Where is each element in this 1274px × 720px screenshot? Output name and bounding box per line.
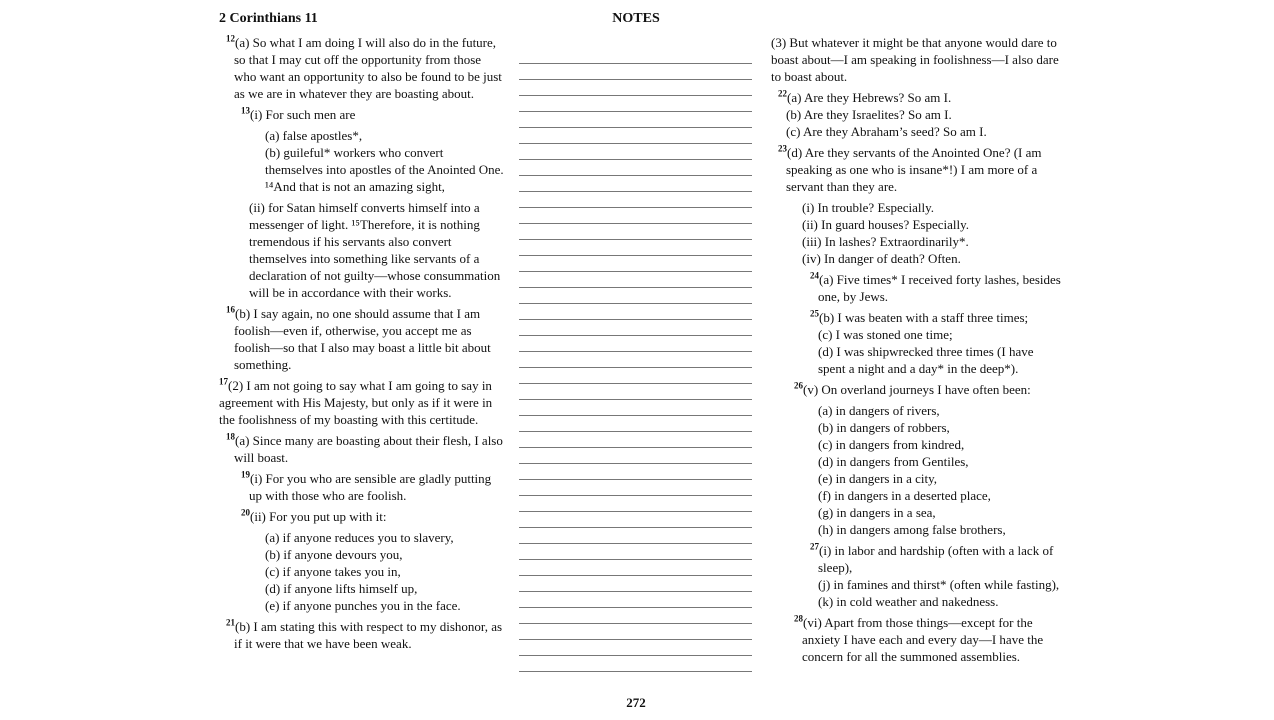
note-line[interactable]	[519, 80, 752, 96]
list-item: (h) in dangers among false brothers,	[818, 522, 1006, 537]
page-number: 272	[626, 695, 646, 710]
note-line[interactable]	[519, 224, 752, 240]
note-line[interactable]	[519, 576, 752, 592]
list-item: (a) if anyone reduces you to slavery,	[265, 530, 454, 545]
note-line[interactable]	[519, 272, 752, 288]
note-line[interactable]	[519, 240, 752, 256]
note-line[interactable]	[519, 384, 752, 400]
note-line[interactable]	[519, 624, 752, 640]
list-item: (e) in dangers in a city,	[818, 471, 937, 486]
verse-24: $^{24}$(a) Five times* I received forty lashes, besides one, by Jews.	[810, 270, 1061, 304]
verse-13: $^{13}$(i) For such men are	[241, 105, 356, 122]
note-line[interactable]	[519, 560, 752, 576]
scripture-text-right-column	[771, 34, 1061, 669]
note-line[interactable]	[519, 432, 752, 448]
note-line[interactable]	[519, 608, 752, 624]
list-item: (d) if anyone lifts himself up,	[265, 581, 418, 596]
note-line[interactable]	[519, 96, 752, 112]
note-line[interactable]	[519, 336, 752, 352]
verse-23: $^{23}$(d) Are they servants of the Anointed One? (I am speaking as one who is insane*!) I am more of a servant than they are.	[778, 143, 1042, 194]
note-line[interactable]	[519, 656, 752, 672]
note-line[interactable]	[519, 368, 752, 384]
list-item: (i) In trouble? Especially.	[802, 200, 934, 215]
verse-26: $^{26}$(v) On overland journeys I have often been:	[794, 380, 1031, 397]
notes-ruled-lines	[519, 48, 752, 672]
scripture-text-left-column	[219, 34, 504, 656]
list-item: (iii) In lashes? Extraordinarily*.	[802, 234, 969, 249]
verse-14-15: (ii) for Satan himself converts himself into a messenger of light. ¹⁵Therefore, it is nothing tremendous if his servants also convert themselves into something like servants of a declaration of not guilty—whose consummation will be in accordance with their works.	[249, 200, 501, 300]
verse-20: $^{20}$(ii) For you put up with it:	[241, 507, 387, 524]
note-line[interactable]	[519, 176, 752, 192]
list-item: (ii) In guard houses? Especially.	[802, 217, 970, 232]
list-item: (a) false apostles*,	[265, 128, 363, 143]
note-line[interactable]	[519, 512, 752, 528]
note-line[interactable]	[519, 416, 752, 432]
list-item: (f) in dangers in a deserted place,	[818, 488, 991, 503]
note-line[interactable]	[519, 112, 752, 128]
list-item: (iv) In danger of death? Often.	[802, 251, 961, 266]
list-item: (b) in dangers of robbers,	[818, 420, 950, 435]
list-item: (k) in cold weather and nakedness.	[818, 594, 999, 609]
list-item: (b) Are they Israelites? So am I.	[786, 107, 952, 122]
verse-16: $^{16}$(b) I say again, no one should assume that I am foolish—even if, otherwise, you accept me as foolish—so that I also may boast a little bit about something.	[226, 304, 491, 372]
note-line[interactable]	[519, 480, 752, 496]
list-item: (b) if anyone devours you,	[265, 547, 403, 562]
list-item: (a) in dangers of rivers,	[818, 403, 940, 418]
note-line[interactable]	[519, 640, 752, 656]
verse-17: $^{17}$(2) I am not going to say what I am going to say in agreement with His Majesty, but only as if it were in the foolishness of my boasting with this certitude.	[219, 376, 493, 427]
verse-12: $^{12}$(a) So what I am doing I will also do in the future, so that I may cut off the opportunity from those who want an opportunity to also be found to be just as we are in whatever they are boasting about.	[226, 33, 502, 101]
verse-21-continued: (3) But whatever it might be that anyone would dare to boast about—I am speaking in foolishness—I also dare to boast about.	[771, 35, 1059, 84]
note-line[interactable]	[519, 544, 752, 560]
book-chapter-title: 2 Corinthians 11	[219, 11, 318, 26]
list-item: (c) I was stoned one time;	[818, 327, 953, 342]
list-item: (c) Are they Abraham’s seed? So am I.	[786, 124, 987, 139]
note-line[interactable]	[519, 592, 752, 608]
list-item: (c) if anyone takes you in,	[265, 564, 401, 579]
note-line[interactable]	[519, 448, 752, 464]
note-line[interactable]	[519, 192, 752, 208]
note-line[interactable]	[519, 496, 752, 512]
note-line[interactable]	[519, 352, 752, 368]
note-line[interactable]	[519, 320, 752, 336]
list-item: (d) in dangers from Gentiles,	[818, 454, 969, 469]
verse-19: $^{19}$(i) For you who are sensible are gladly putting up with those who are foolish.	[241, 469, 492, 503]
note-line[interactable]	[519, 48, 752, 64]
verse-18: $^{18}$(a) Since many are boasting about their flesh, I also will boast.	[226, 431, 503, 465]
note-line[interactable]	[519, 288, 752, 304]
list-item: (b) guileful* workers who convert themselves into apostles of the Anointed One. ¹⁴And that is not an amazing sight,	[265, 145, 504, 194]
note-line[interactable]	[519, 528, 752, 544]
note-line[interactable]	[519, 128, 752, 144]
note-line[interactable]	[519, 400, 752, 416]
list-item: (d) I was shipwrecked three times (I have spent a night and a day* in the deep*).	[818, 344, 1034, 376]
note-line[interactable]	[519, 144, 752, 160]
note-line[interactable]	[519, 160, 752, 176]
note-line[interactable]	[519, 208, 752, 224]
verse-22: $^{22}$(a) Are they Hebrews? So am I.	[778, 88, 952, 105]
note-line[interactable]	[519, 256, 752, 272]
list-item: (e) if anyone punches you in the face.	[265, 598, 461, 613]
list-item: (j) in famines and thirst* (often while fasting),	[818, 577, 1060, 592]
verse-28: $^{28}$(vi) Apart from those things—except for the anxiety I have each and every day—I have the concern for all the summoned assemblies.	[794, 613, 1044, 664]
note-line[interactable]	[519, 64, 752, 80]
list-item: (g) in dangers in a sea,	[818, 505, 936, 520]
list-item: (c) in dangers from kindred,	[818, 437, 965, 452]
verse-21: $^{21}$(b) I am stating this with respect to my dishonor, as if it were that we have been weak.	[226, 617, 503, 651]
verse-25: $^{25}$(b) I was beaten with a staff three times;	[810, 308, 1029, 325]
verse-27: $^{27}$(i) in labor and hardship (often with a lack of sleep),	[810, 541, 1054, 575]
note-line[interactable]	[519, 464, 752, 480]
note-line[interactable]	[519, 304, 752, 320]
notes-heading: NOTES	[612, 11, 660, 26]
